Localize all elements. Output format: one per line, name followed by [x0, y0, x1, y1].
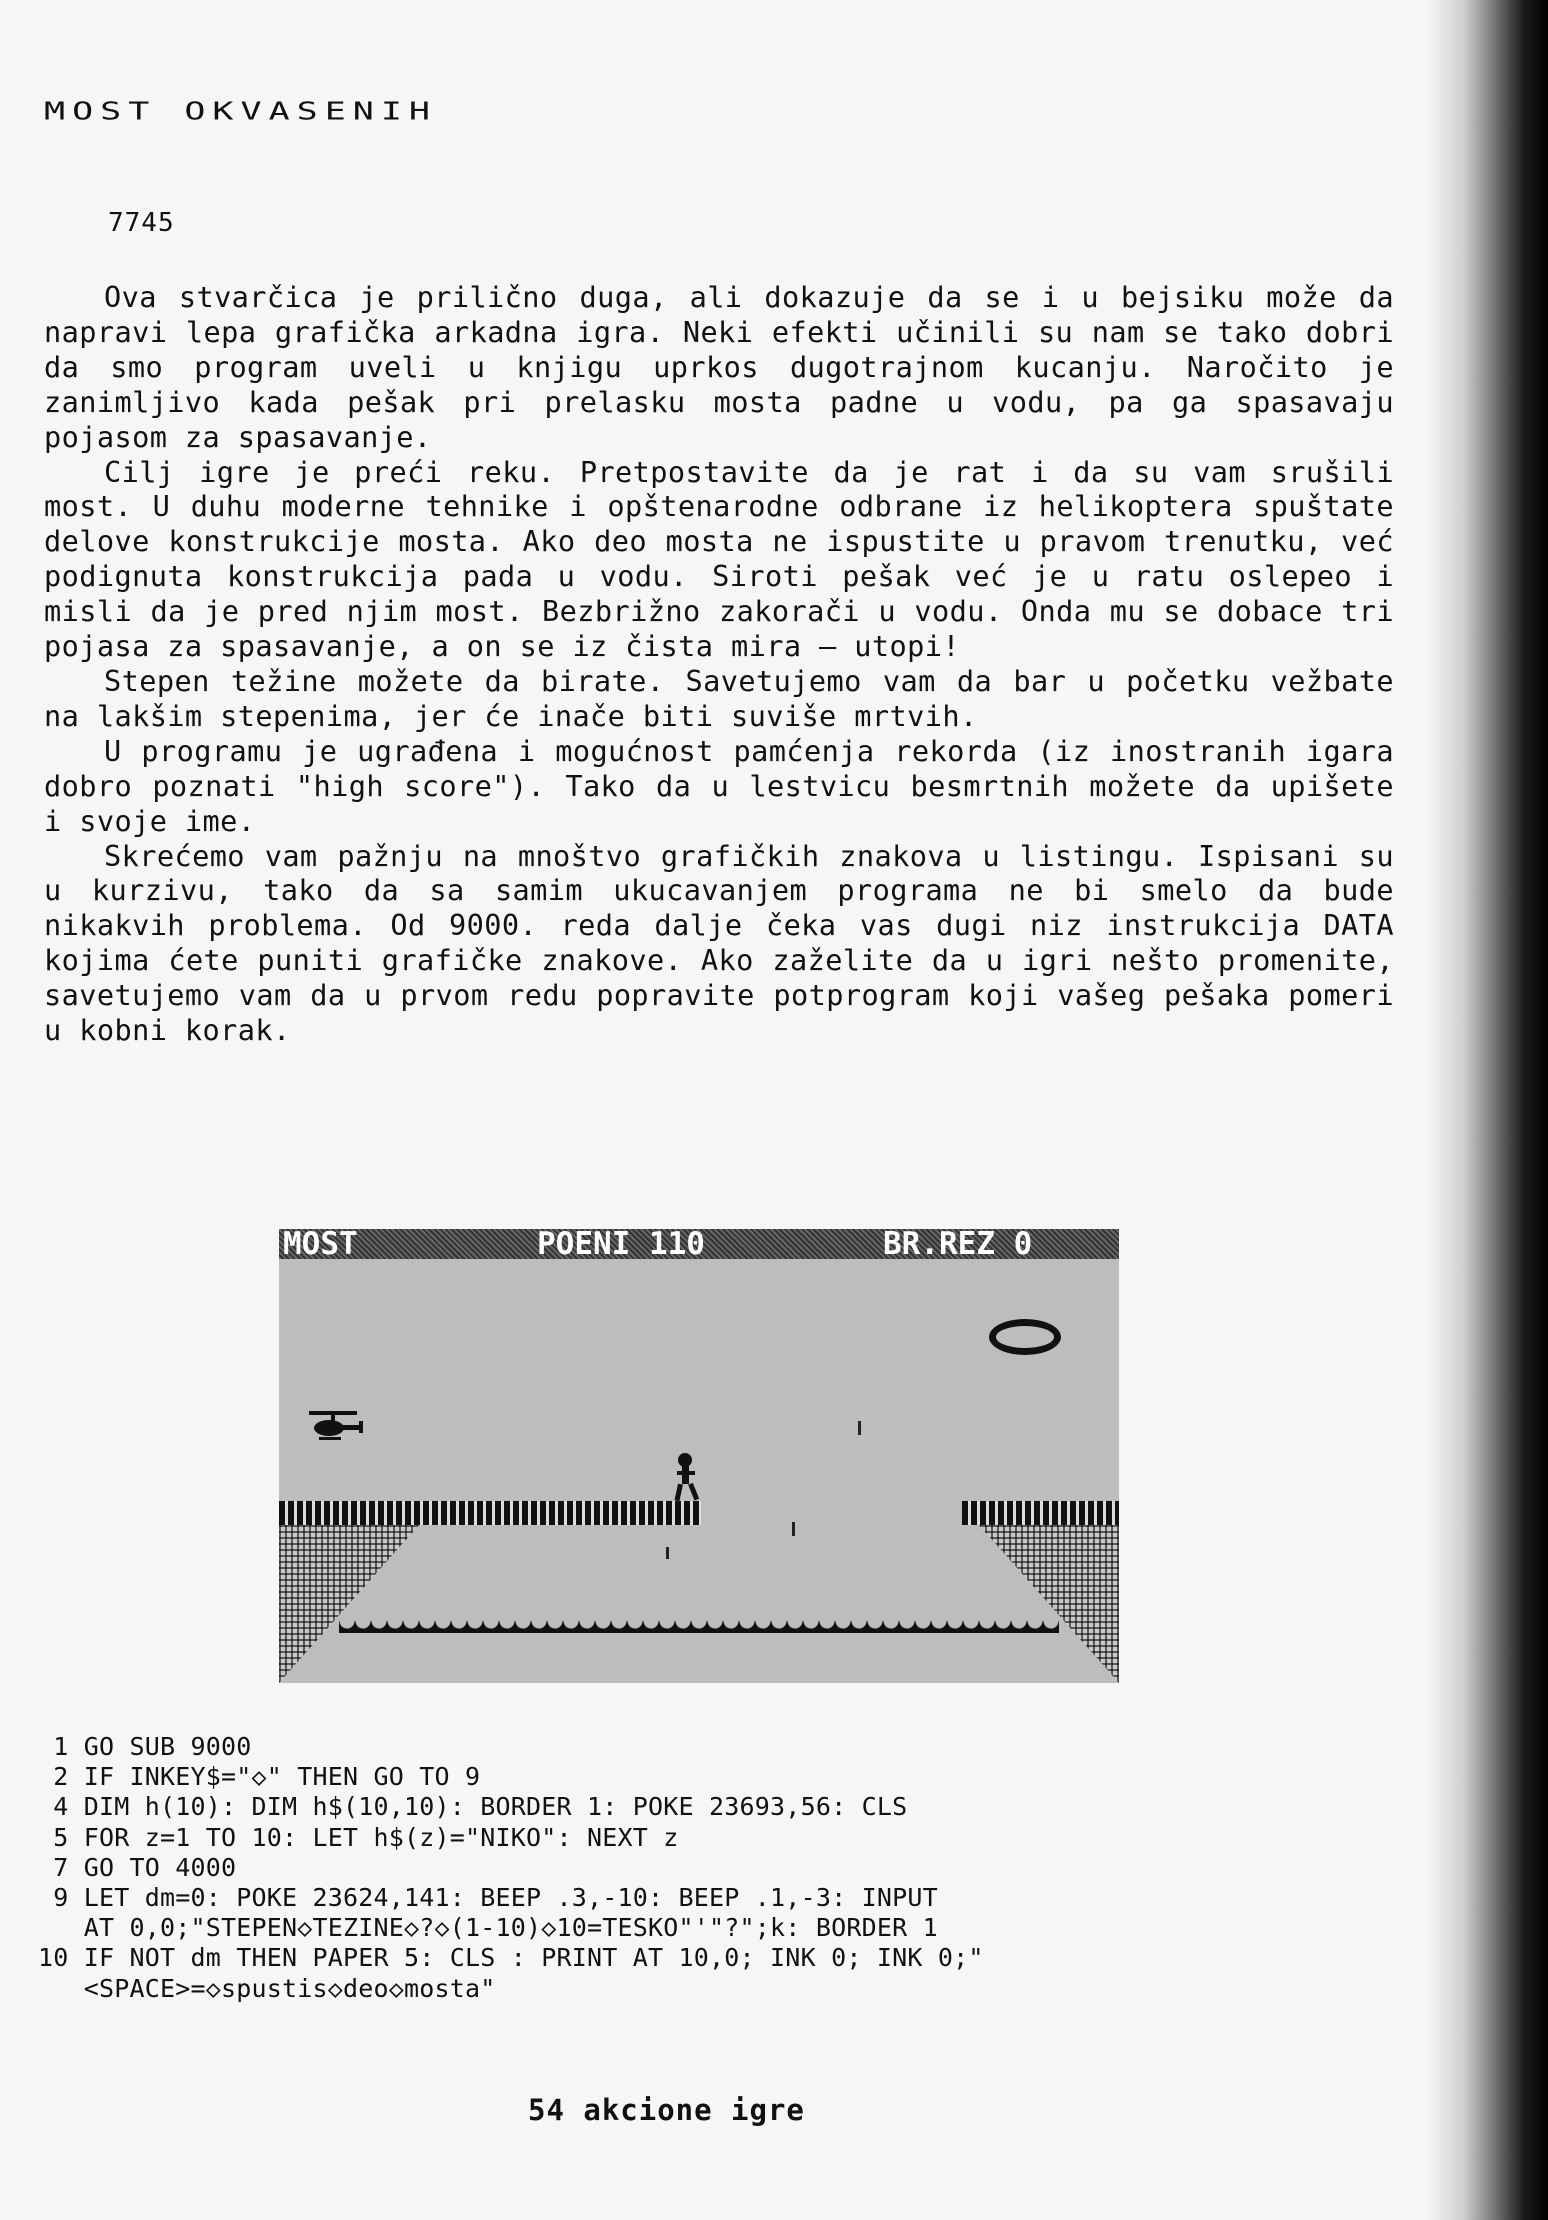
game-status-bar: [279, 1229, 1119, 1262]
code-line: 4 DIM h(10): DIM h$(10,10): BORDER 1: POKE 23693,56: CLS: [38, 1792, 908, 1822]
falling-bridge-piece: [792, 1522, 795, 1536]
right-bridge-deck: [962, 1501, 1119, 1525]
right-riverbank: [979, 1525, 1119, 1683]
page-footer: 54 akcione igre: [528, 2093, 805, 2127]
article-paragraph: Cilj igre je preći reku. Pretpostavite da je rat i da su vam srušili most. U duhu moderne tehnike i opštenarodne odbrane iz helikoptera spuštate delove konstrukcije mosta. Ako deo mosta ne ispustite u pravom trenutku, već podignuta konstrukcija pada u vodu. Siroti pešak već je u ratu oslepeo i misli da je pred njim most. Bezbrižno zakorači u vodu. Onda mu se dobace tri pojasa za spasavanje, a on se iz čista mira – utopi!: [44, 454, 1394, 664]
article-paragraph: U programu je ugrađena i mogućnost pamćenja rekorda (iz inostranih igara dobro poznati "high score"). Tako da u lestvicu besmrtnih možete da upišete i svoje ime.: [44, 733, 1394, 838]
code-line: <SPACE>=◇spustis◇deo◇mosta": [38, 1973, 496, 2003]
code-line: 10 IF NOT dm THEN PAPER 5: CLS : PRINT AT 10,0; INK 0; INK 0;": [38, 1943, 984, 1973]
game-screenshot: [279, 1229, 1119, 1683]
left-bridge-deck: [279, 1501, 701, 1525]
page-binding-shadow: [1428, 0, 1548, 2220]
code-line: 7 GO TO 4000: [38, 1852, 237, 1882]
code-line: AT 0,0;"STEPEN◇TEZINE◇?◇(1-10)◇10=TESKO"'"?";k: BORDER 1: [38, 1913, 938, 1943]
code-line: 2 IF INKEY$="◇" THEN GO TO 9: [38, 1762, 481, 1792]
code-line: 1 GO SUB 9000: [38, 1732, 252, 1761]
life-ring-icon: [989, 1319, 1061, 1355]
score-label: POENI 110: [537, 1229, 705, 1262]
program-code-number: 7745: [108, 208, 175, 238]
river-water: [339, 1621, 1059, 1633]
code-line: 5 FOR z=1 TO 10: LET h$(z)="NIKO": NEXT z: [38, 1822, 679, 1852]
lives-label: BR.REZ 0: [883, 1229, 1033, 1262]
article-paragraph: Stepen težine možete da birate. Savetujemo vam da bar u početku vežbate na lakšim stepenima, jer će inače biti suviše mrtvih.: [44, 663, 1394, 733]
article-paragraph: Skrećemo vam pažnju na mnoštvo grafičkih znakova u listingu. Ispisani su u kurzivu, tako da sa samim ukucavanjem programa ne bi smelo da bude nikakvih problema. Od 9000. reda dalje čeka vas dugi niz instrukcija DATA kojima ćete puniti grafičke znakove. Ako zaželite da u igri nešto promenite, savetujemo vam da u prvom redu popravite potprogram koji vašeg pešaka pomeri u kobni korak.: [44, 838, 1394, 1048]
article-paragraph: Ova stvarčica je prilično duga, ali dokazuje da se i u bejsiku može da napravi lepa grafička arkadna igra. Neki efekti učinili su nam se tako dobri da smo program uveli u knjigu uprkos dugotrajnom kucanju. Naročito je zanimljivo kada pešak pri prelasku mosta padne u vodu, pa ga spasavaju pojasom za spasavanje.: [44, 280, 1394, 454]
left-riverbank: [279, 1525, 419, 1683]
page-title: MOST OKVASENIH: [44, 98, 438, 126]
game-title-label: MOST: [283, 1229, 358, 1262]
basic-listing: [38, 1732, 1338, 2004]
article-body: [44, 280, 1394, 1048]
falling-bridge-piece: [858, 1421, 861, 1435]
code-line: 9 LET dm=0: POKE 23624,141: BEEP .3,-10: BEEP .1,-3: INPUT: [38, 1883, 938, 1913]
pedestrian-icon: [673, 1453, 701, 1503]
falling-bridge-piece: [666, 1547, 669, 1559]
helicopter-icon: [305, 1409, 365, 1443]
